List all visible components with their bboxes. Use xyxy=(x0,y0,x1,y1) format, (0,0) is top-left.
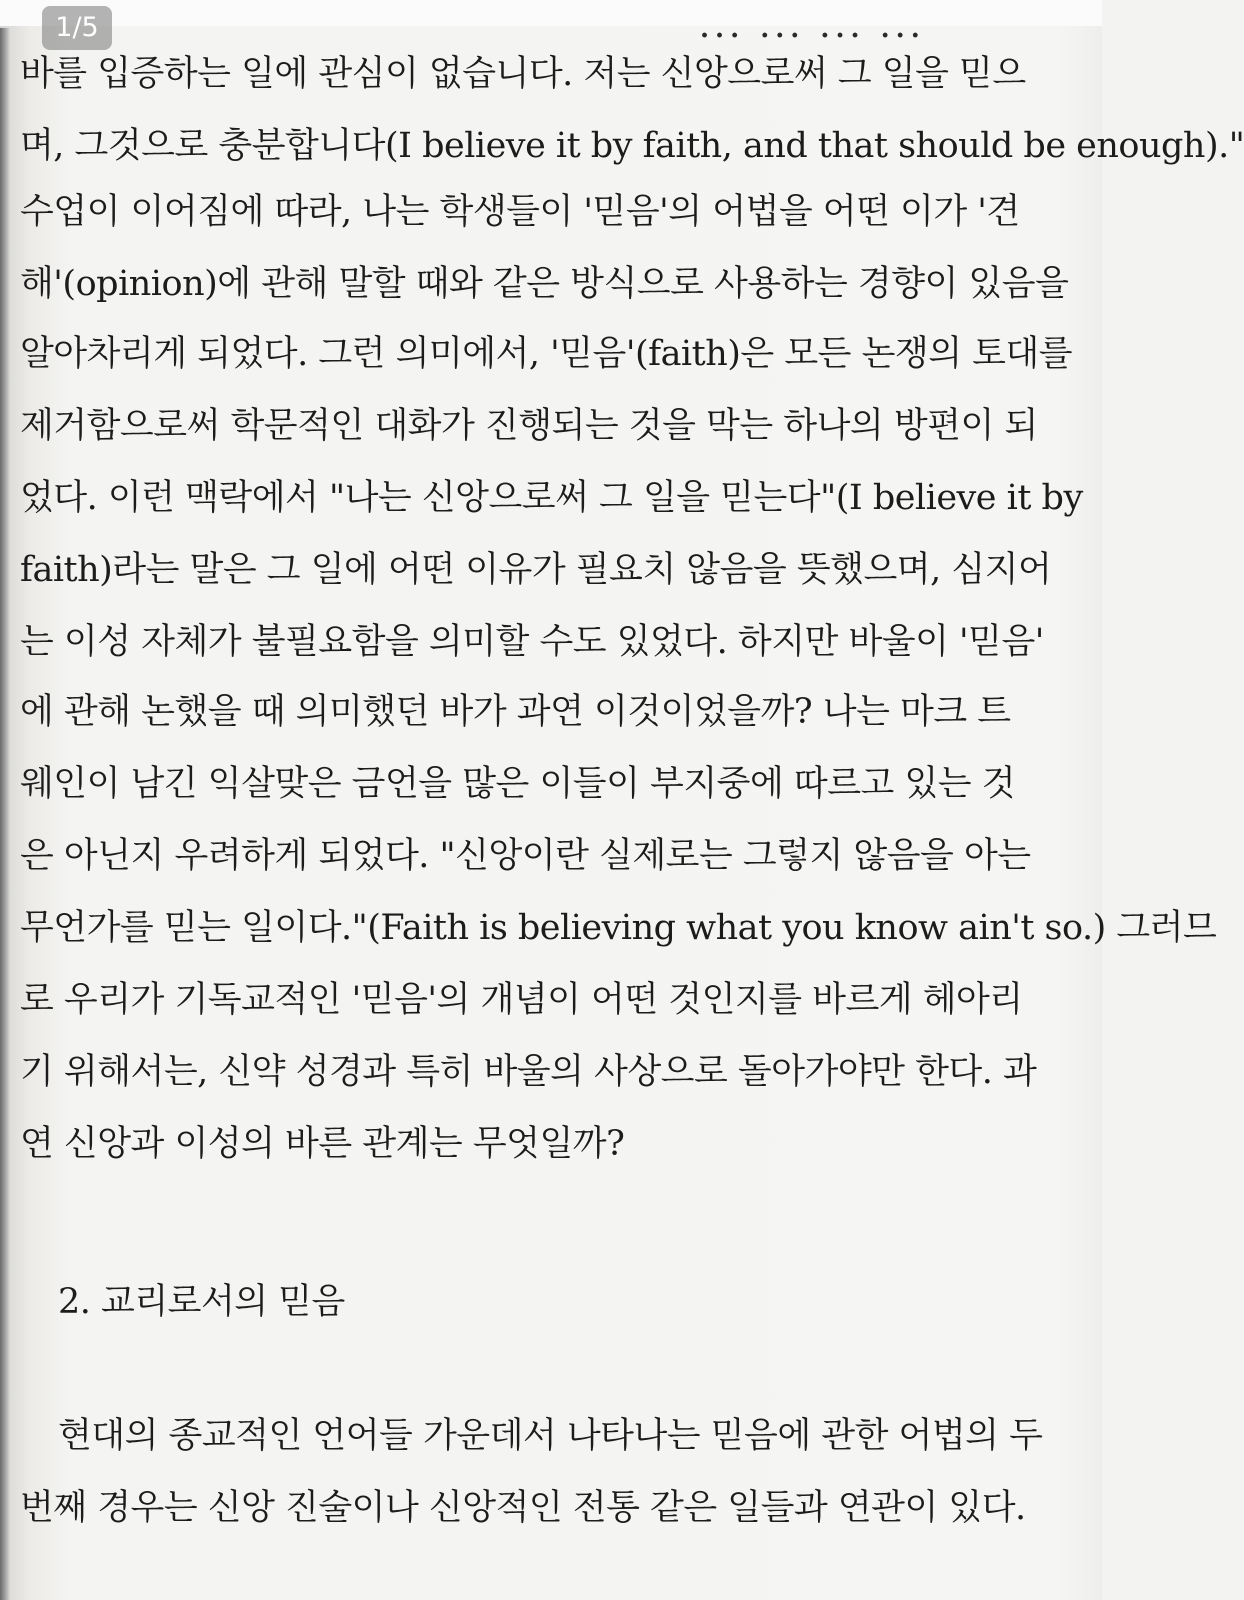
body-text-line: 해'(opinion)에 관해 말할 때와 같은 방식으로 사용하는 경향이 있음을 xyxy=(20,264,1069,304)
cutoff-previous-line: ... ... ... ... xyxy=(700,14,926,44)
body-text-line: 었다. 이런 맥락에서 "나는 신앙으로써 그 일을 믿는다"(I believe it by xyxy=(20,478,1083,518)
body-text-line: 연 신앙과 이성의 바른 관계는 무엇일까? xyxy=(20,1124,625,1164)
body-text-line: 에 관해 논했을 때 의미했던 바가 과연 이것이었을까? 나는 마크 트 xyxy=(20,692,1011,732)
body-text-line: 제거함으로써 학문적인 대화가 진행되는 것을 막는 하나의 방편이 되 xyxy=(20,406,1038,446)
body-text-line: 는 이성 자체가 불필요함을 의미할 수도 있었다. 하지만 바울이 '믿음' xyxy=(20,622,1044,662)
body-text-line: 기 위해서는, 신약 성경과 특히 바울의 사상으로 돌아가야만 한다. 과 xyxy=(20,1052,1037,1092)
body-text-line: 웨인이 남긴 익살맞은 금언을 많은 이들이 부지중에 따르고 있는 것 xyxy=(20,764,1016,804)
body-text-line: 현대의 종교적인 언어들 가운데서 나타나는 믿음에 관한 어법의 두 xyxy=(58,1416,1043,1456)
body-text-line: 며, 그것으로 충분합니다(I believe it by faith, and that should be enough)." xyxy=(20,126,1244,166)
body-text-line: 알아차리게 되었다. 그런 의미에서, '믿음'(faith)은 모든 논쟁의 토대를 xyxy=(20,334,1073,374)
page-counter-badge: 1/5 xyxy=(42,6,112,50)
body-text-line: 수업이 이어짐에 따라, 나는 학생들이 '믿음'의 어법을 어떤 이가 '견 xyxy=(20,192,1020,232)
section-heading: 2. 교리로서의 믿음 xyxy=(58,1282,345,1322)
body-text-line: 번째 경우는 신앙 진술이나 신앙적인 전통 같은 일들과 연관이 있다. xyxy=(20,1488,1026,1528)
body-text-line: 무언가를 믿는 일이다."(Faith is believing what you know ain't so.) 그러므 xyxy=(20,908,1217,948)
body-text-line: 로 우리가 기독교적인 '믿음'의 개념이 어떤 것인지를 바르게 헤아리 xyxy=(20,980,1023,1020)
body-text-line: 바를 입증하는 일에 관심이 없습니다. 저는 신앙으로써 그 일을 믿으 xyxy=(20,54,1026,94)
body-text-line: 은 아닌지 우려하게 되었다. "신앙이란 실제로는 그렇지 않음을 아는 xyxy=(20,836,1031,876)
book-spine-shadow xyxy=(0,28,10,1600)
body-text-line: faith)라는 말은 그 일에 어떤 이유가 필요치 않음을 뜻했으며, 심지어 xyxy=(20,550,1052,590)
